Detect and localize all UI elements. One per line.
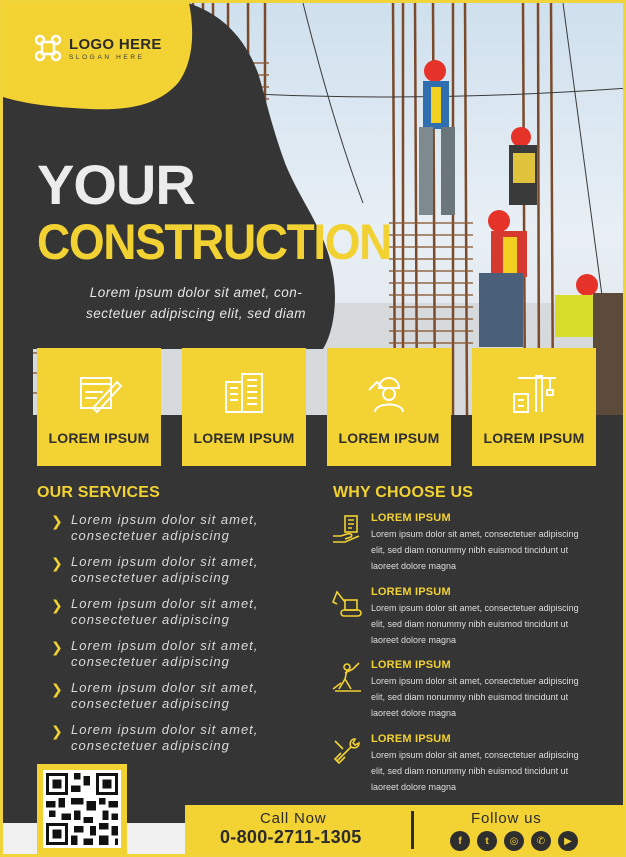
why-item-text: Lorem ipsum dolor sit amet, consectetuer adipiscing elit, sed diam nonummy nibh euismod tincidunt ut laoreet dolore magna bbox=[371, 602, 579, 645]
chevron-right-icon: ❯ bbox=[51, 513, 63, 529]
facebook-icon[interactable]: f bbox=[450, 831, 470, 851]
feature-box-buildings[interactable] bbox=[182, 348, 306, 466]
services-list bbox=[51, 512, 271, 764]
list-item bbox=[331, 733, 593, 807]
worker-icon bbox=[365, 368, 413, 416]
services-heading: OUR SERVICES bbox=[37, 484, 161, 501]
qr-code-image bbox=[43, 770, 121, 848]
feature-label: LOREM IPSUM bbox=[338, 430, 440, 446]
footer-contact-bar bbox=[185, 805, 626, 857]
qr-code[interactable] bbox=[37, 764, 127, 854]
feature-boxes bbox=[37, 348, 596, 466]
worker-shovel-icon bbox=[331, 661, 363, 693]
list-item bbox=[51, 596, 271, 638]
list-item bbox=[51, 512, 271, 554]
crane-icon bbox=[510, 368, 558, 416]
why-item-title: LOREM IPSUM bbox=[371, 585, 451, 598]
headline-line2: CONSTRUCTION bbox=[37, 214, 391, 270]
list-item bbox=[51, 722, 271, 764]
feature-box-blueprint[interactable] bbox=[37, 348, 161, 466]
hero-tagline: Lorem ipsum dolor sit amet, con-sectetuer adipiscing elit, sed diam bbox=[85, 285, 307, 321]
list-item bbox=[51, 638, 271, 680]
blueprint-icon bbox=[75, 368, 123, 416]
list-item bbox=[331, 512, 593, 586]
excavator-icon bbox=[331, 588, 363, 620]
feature-label: LOREM IPSUM bbox=[483, 430, 585, 446]
twitter-icon[interactable]: t bbox=[477, 831, 497, 851]
chevron-right-icon: ❯ bbox=[51, 723, 63, 739]
headline-line1: YOUR bbox=[37, 153, 195, 216]
chevron-right-icon: ❯ bbox=[51, 639, 63, 655]
list-item bbox=[331, 659, 593, 733]
chevron-right-icon: ❯ bbox=[51, 681, 63, 697]
feature-label: LOREM IPSUM bbox=[193, 430, 295, 446]
feature-label: LOREM IPSUM bbox=[48, 430, 150, 446]
chevron-right-icon: ❯ bbox=[51, 597, 63, 613]
why-item-title: LOREM IPSUM bbox=[371, 659, 451, 671]
why-item-text: Lorem ipsum dolor sit amet, consectetuer adipiscing elit, sed diam nonummy nibh euismod tincidunt ut laoreet dolore magna bbox=[371, 529, 579, 571]
logo-slogan: SLOGAN HERE bbox=[69, 53, 145, 61]
why-item-text: Lorem ipsum dolor sit amet, consectetuer adipiscing elit, sed diam nonummy nibh euismod tincidunt ut laoreet dolore magna bbox=[371, 749, 579, 792]
service-text: Lorem ipsum dolor sit amet, consectetuer adipiscing bbox=[71, 596, 259, 627]
follow-us-label: Follow us bbox=[471, 810, 542, 827]
document-hand-icon bbox=[331, 514, 363, 546]
why-item-title: LOREM IPSUM bbox=[371, 512, 451, 524]
logo-title: LOGO HERE bbox=[69, 35, 162, 53]
why-list bbox=[331, 512, 593, 806]
instagram-icon[interactable]: ◎ bbox=[504, 831, 524, 851]
logo-icon bbox=[33, 33, 63, 63]
list-item bbox=[331, 586, 593, 660]
chevron-right-icon: ❯ bbox=[51, 555, 63, 571]
why-item-title: LOREM IPSUM bbox=[371, 732, 451, 745]
why-item-text: Lorem ipsum dolor sit amet, consectetuer adipiscing elit, sed diam nonummy nibh euismod tincidunt ut laoreet dolore magna bbox=[371, 676, 579, 718]
logo[interactable] bbox=[33, 33, 162, 63]
service-text: Lorem ipsum dolor sit amet, consectetuer adipiscing bbox=[71, 680, 259, 711]
phone-number[interactable]: 0-800-2711-1305 bbox=[220, 827, 362, 847]
feature-box-crane[interactable] bbox=[472, 348, 596, 466]
why-heading: WHY CHOOSE US bbox=[333, 484, 474, 501]
service-text: Lorem ipsum dolor sit amet, consectetuer adipiscing bbox=[71, 512, 259, 543]
feature-box-worker[interactable] bbox=[327, 348, 451, 466]
youtube-icon[interactable]: ▶ bbox=[558, 831, 578, 851]
service-text: Lorem ipsum dolor sit amet, consectetuer adipiscing bbox=[71, 638, 259, 669]
wrench-icon bbox=[331, 735, 363, 767]
service-text: Lorem ipsum dolor sit amet, consectetuer adipiscing bbox=[71, 722, 259, 753]
footer-divider bbox=[411, 811, 414, 849]
list-item bbox=[51, 680, 271, 722]
buildings-icon bbox=[220, 368, 268, 416]
social-links bbox=[450, 831, 578, 851]
service-text: Lorem ipsum dolor sit amet, consectetuer adipiscing bbox=[71, 554, 259, 585]
call-now-label: Call Now bbox=[260, 810, 327, 827]
list-item bbox=[51, 554, 271, 596]
whatsapp-icon[interactable]: ✆ bbox=[531, 831, 551, 851]
